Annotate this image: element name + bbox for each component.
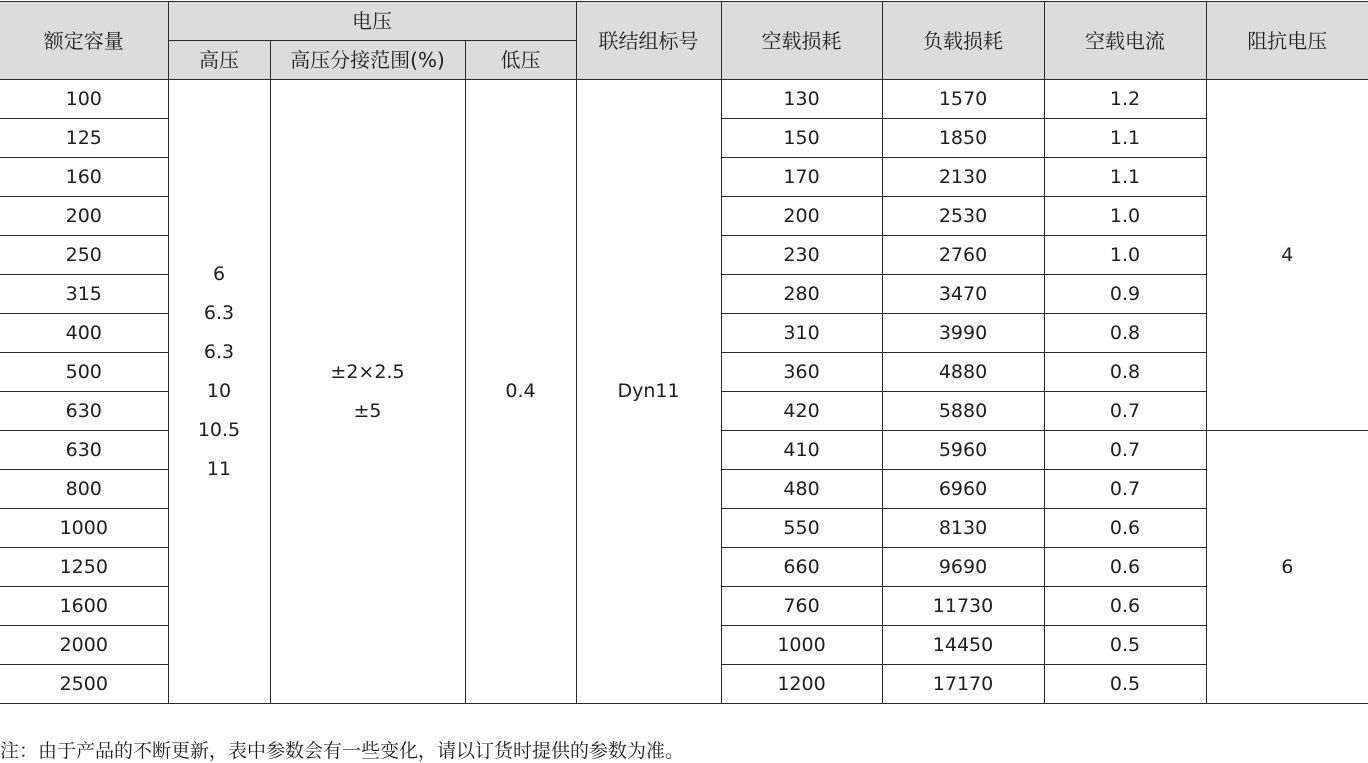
no-load-current-cell: 0.7 [1044, 431, 1206, 470]
load-loss-cell: 4880 [882, 353, 1044, 392]
tap-range-cell [270, 80, 465, 704]
header-impedance-voltage: 阻抗电压 [1206, 2, 1368, 80]
no-load-loss-cell: 420 [721, 392, 882, 431]
capacity-cell: 2500 [0, 665, 168, 704]
table-row [0, 80, 1368, 119]
high-voltage-value: 6 [212, 263, 226, 285]
footnote: 注：由于产品的不断更新，表中参数会有一些变化，请以订货时提供的参数为准。 [0, 740, 685, 762]
no-load-loss-cell: 150 [721, 119, 882, 158]
capacity-cell: 630 [0, 431, 168, 470]
no-load-loss-cell: 760 [721, 587, 882, 626]
no-load-loss-cell: 280 [721, 275, 882, 314]
no-load-current-cell: 1.0 [1044, 236, 1206, 275]
capacity-cell: 160 [0, 158, 168, 197]
no-load-current-cell: 1.2 [1044, 80, 1206, 119]
capacity-cell: 400 [0, 314, 168, 353]
transformer-spec-table [0, 1, 1368, 704]
load-loss-cell: 1850 [882, 119, 1044, 158]
no-load-current-cell: 1.1 [1044, 119, 1206, 158]
header-row-1 [0, 2, 1368, 41]
impedance-voltage-cell: 6 [1206, 431, 1368, 704]
no-load-current-cell: 0.6 [1044, 587, 1206, 626]
load-loss-cell: 1570 [882, 80, 1044, 119]
load-loss-cell: 3470 [882, 275, 1044, 314]
no-load-loss-cell: 550 [721, 509, 882, 548]
no-load-current-cell: 0.6 [1044, 548, 1206, 587]
load-loss-cell: 5960 [882, 431, 1044, 470]
high-voltage-cell [168, 80, 270, 704]
load-loss-cell: 2530 [882, 197, 1044, 236]
capacity-cell: 1000 [0, 509, 168, 548]
load-loss-cell: 14450 [882, 626, 1044, 665]
load-loss-cell: 2760 [882, 236, 1044, 275]
no-load-current-cell: 0.7 [1044, 392, 1206, 431]
no-load-current-cell: 0.9 [1044, 275, 1206, 314]
high-voltage-value: 6.3 [203, 341, 235, 363]
no-load-current-cell: 0.8 [1044, 353, 1206, 392]
impedance-voltage-cell: 4 [1206, 80, 1368, 431]
header-voltage: 电压 [168, 2, 576, 41]
tap-range-value: ±5 [353, 399, 382, 422]
header-low-voltage: 低压 [465, 41, 576, 80]
capacity-cell: 800 [0, 470, 168, 509]
no-load-loss-cell: 200 [721, 197, 882, 236]
no-load-loss-cell: 170 [721, 158, 882, 197]
capacity-cell: 500 [0, 353, 168, 392]
high-voltage-value: 10.5 [197, 419, 241, 441]
high-voltage-value: 6.3 [203, 302, 235, 324]
load-loss-cell: 5880 [882, 392, 1044, 431]
load-loss-cell: 9690 [882, 548, 1044, 587]
load-loss-cell: 6960 [882, 470, 1044, 509]
no-load-current-cell: 0.6 [1044, 509, 1206, 548]
no-load-loss-cell: 410 [721, 431, 882, 470]
no-load-loss-cell: 310 [721, 314, 882, 353]
no-load-current-cell: 0.5 [1044, 665, 1206, 704]
header-rated-capacity: 额定容量 [0, 2, 168, 80]
no-load-current-cell: 0.8 [1044, 314, 1206, 353]
header-high-voltage: 高压 [168, 41, 270, 80]
header-no-load-current: 空载电流 [1044, 2, 1206, 80]
no-load-loss-cell: 130 [721, 80, 882, 119]
capacity-cell: 1600 [0, 587, 168, 626]
tap-range-value: ±2×2.5 [330, 360, 405, 383]
header-connection-group: 联结组标号 [576, 2, 721, 80]
load-loss-cell: 17170 [882, 665, 1044, 704]
header-tap-range: 高压分接范围(%) [270, 41, 465, 80]
no-load-current-cell: 1.1 [1044, 158, 1206, 197]
low-voltage-cell: 0.4 [465, 80, 576, 704]
no-load-current-cell: 0.7 [1044, 470, 1206, 509]
load-loss-cell: 2130 [882, 158, 1044, 197]
capacity-cell: 315 [0, 275, 168, 314]
load-loss-cell: 11730 [882, 587, 1044, 626]
no-load-loss-cell: 480 [721, 470, 882, 509]
load-loss-cell: 8130 [882, 509, 1044, 548]
no-load-loss-cell: 660 [721, 548, 882, 587]
no-load-loss-cell: 230 [721, 236, 882, 275]
no-load-current-cell: 0.5 [1044, 626, 1206, 665]
capacity-cell: 100 [0, 80, 168, 119]
capacity-cell: 250 [0, 236, 168, 275]
high-voltage-value: 11 [206, 458, 232, 480]
load-loss-cell: 3990 [882, 314, 1044, 353]
capacity-cell: 2000 [0, 626, 168, 665]
no-load-loss-cell: 1000 [721, 626, 882, 665]
header-no-load-loss: 空载损耗 [721, 2, 882, 80]
no-load-loss-cell: 1200 [721, 665, 882, 704]
no-load-current-cell: 1.0 [1044, 197, 1206, 236]
capacity-cell: 200 [0, 197, 168, 236]
header-load-loss: 负载损耗 [882, 2, 1044, 80]
high-voltage-value: 10 [206, 380, 232, 402]
capacity-cell: 630 [0, 392, 168, 431]
no-load-loss-cell: 360 [721, 353, 882, 392]
capacity-cell: 125 [0, 119, 168, 158]
connection-group-cell: Dyn11 [576, 80, 721, 704]
capacity-cell: 1250 [0, 548, 168, 587]
